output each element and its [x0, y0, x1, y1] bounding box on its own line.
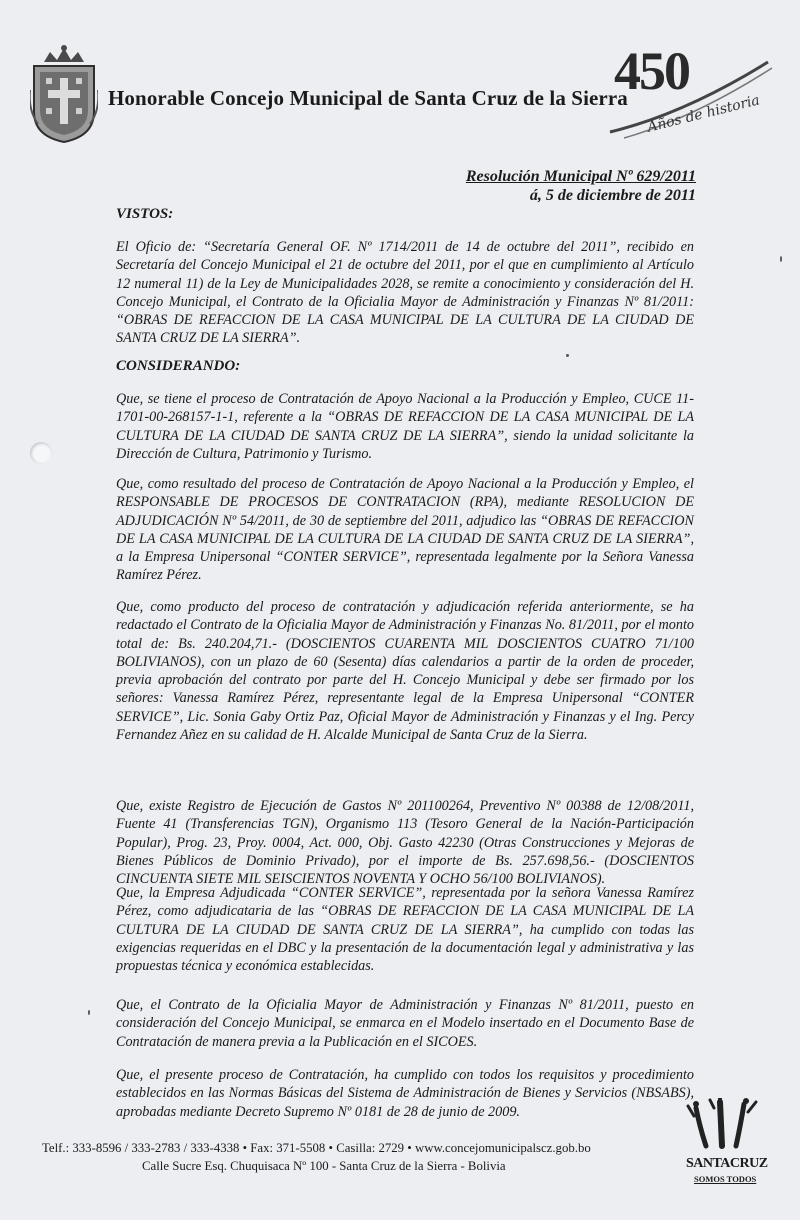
logo-name: SANTACRUZ [686, 1156, 768, 1171]
santa-cruz-people-icon [684, 1098, 764, 1158]
logo-tagline: SOMOS TODOS [694, 1174, 757, 1184]
considerando-heading: CONSIDERANDO: [116, 358, 241, 374]
santa-cruz-logo [684, 1098, 768, 1190]
vistos-text: El Oficio de: “Secretaría General OF. Nº 1714/2011 de 14 de octubre del 2011”, recibido en Secretaría del Concejo Municipal el 21 de octubre del 2011, por el que en cumplimiento al Artículo 12 numeral 11) de la Ley de Municipalidades 2028, se remite a conocimiento y consideración del H. Concejo Municipal, el Contrato de la Oficialia Mayor de Administración y Finanzas Nº 81/2011: “OBRAS DE REFACCION DE LA CASA MUNICIPAL DE LA CULTURA DE LA CIUDAD DE SANTA CRUZ DE LA SIERRA”. [116, 239, 694, 347]
considerando-text: Que, el presente proceso de Contratación, ha cumplido con todos los requisitos y procedimiento establecidos en las Normas Básicas del Sistema de Administración de Bienes y Servicios (NBSABS), aprobadas mediante Decreto Supremo Nº 0181 de 28 de junio de 2009. [116, 1067, 694, 1120]
organization-title: Honorable Concejo Municipal de Santa Cruz de la Sierra [108, 86, 628, 110]
considerando-paragraph-7 [116, 1066, 694, 1121]
scan-speck [780, 256, 782, 262]
considerando-paragraph-2 [116, 475, 694, 585]
considerando-text: Que, como producto del proceso de contratación y adjudicación referida anteriormente, se ha redactado el Contrato de la Oficialia Mayor de Administración y Finanzas No. 81/2011, por el monto total de: Bs. 240.204,71.- (DOSCIENTOS CUARENTA MIL DOSCIENTOS CUATRO 71/100 BOLIVIANOS), con un plazo de 60 (Sesenta) días calendarios a partir de la orden de proceder, previa aprobación del contrato por parte del H. Concejo Municipal y debe ser firmado por los señores: Vanessa Ramírez Pérez, representante legal de la Empresa Unipersonal “CONTER SERVICE”, Lic. Sonia Gaby Ortiz Paz, Oficial Mayor de Administración y Finanzas y el Ing. Percy Fernandez Añez en su calidad de H. Alcalde Municipal de Santa Cruz de la Sierra. [116, 599, 694, 744]
considerando-text: Que, se tiene el proceso de Contratación de Apoyo Nacional a la Producción y Empleo, CUCE 11-1701-00-268157-1-1, referente a la “OBRAS DE REFACCION DE LA CASA MUNICIPAL DE LA CULTURA DE LA CIUDAD DE SANTA CRUZ DE LA SIERRA”, siendo la unidad solicitante la Dirección de Cultura, Patrimonio y Turismo. [116, 391, 694, 462]
anniversary-number: 450 [614, 41, 689, 101]
considerando-paragraph-1 [116, 390, 694, 463]
footer-address: Calle Sucre Esq. Chuquisaca Nº 100 - Santa Cruz de la Sierra - Bolivia [142, 1159, 506, 1173]
vistos-paragraph [116, 238, 694, 348]
municipal-crest-icon [30, 40, 98, 144]
considerando-paragraph-3 [116, 598, 694, 744]
scan-speck [88, 1010, 90, 1015]
considerando-paragraph-6 [116, 996, 694, 1051]
vistos-heading: VISTOS: [116, 206, 174, 222]
punch-hole [30, 442, 52, 464]
anniversary-text: Años de historia [645, 92, 762, 136]
scan-speck [566, 354, 569, 357]
considerando-paragraph-5 [116, 884, 694, 975]
anniversary-logo [604, 41, 774, 148]
considerando-paragraph-4 [116, 797, 694, 888]
resolution-date: á, 5 de diciembre de 2011 [529, 187, 696, 204]
footer-contact: Telf.: 333-8596 / 333-2783 / 333-4338 • Fax: 371-5508 • Casilla: 2729 • www.concejomunicipalscz.gob.bo [42, 1141, 591, 1155]
considerando-text: Que, existe Registro de Ejecución de Gastos Nº 201100264, Preventivo Nº 00388 de 12/08/2011, Fuente 41 (Transferencias TGN), Organismo 113 (Tesoro General de la Nación-Participación Popular), Prog. 23, Proy. 0004, Act. 000, Obj. Gasto 42230 (Otras Construcciones y Mejoras de Bienes Públicos de Dominio Privado), por el importe de Bs. 257.698,56.- (DOSCIENTOS CINCUENTA SIETE MIL SEISCIENTOS NOVENTA Y OCHO 56/100 BOLIVIANOS). [116, 798, 694, 888]
considerando-text: Que, como resultado del proceso de Contratación de Apoyo Nacional a la Producción y Empleo, el RESPONSABLE DE PROCESOS DE CONTRATACION (RPA), mediante RESOLUCION DE ADJUDICACIÓN Nº 54/2011, de 30 de septiembre del 2011, adjudico las “OBRAS DE REFACCION DE LA CASA MUNICIPAL DE LA CULTURA DE LA CIUDAD DE SANTA CRUZ DE LA SIERRA”, a la Empresa Unipersonal “CONTER SERVICE”, representada legalmente por la Señora Vanessa Ramírez Pérez. [116, 476, 694, 584]
resolution-number: Resolución Municipal Nº 629/2011 [465, 168, 696, 185]
considerando-text: Que, la Empresa Adjudicada “CONTER SERVICE”, representada por la señora Vanessa Ramírez Pérez, como adjudicataria de las “OBRAS DE REFACCION DE LA CASA MUNICIPAL DE LA CULTURA DE LA CIUDAD DE SANTA CRUZ DE LA SIERRA”, ha cumplido con todas las exigencias requeridas en el DBC y la presentación de la documentación legal y administrativa y las propuestas técnica y económica establecidas. [116, 885, 694, 975]
considerando-text: Que, el Contrato de la Oficialia Mayor de Administración y Finanzas Nº 81/2011, puesto en consideración del Concejo Municipal, se enmarca en el Modelo insertado en el Documento Base de Contratación de manera previa a la Publicación en el SICOES. [116, 997, 694, 1050]
